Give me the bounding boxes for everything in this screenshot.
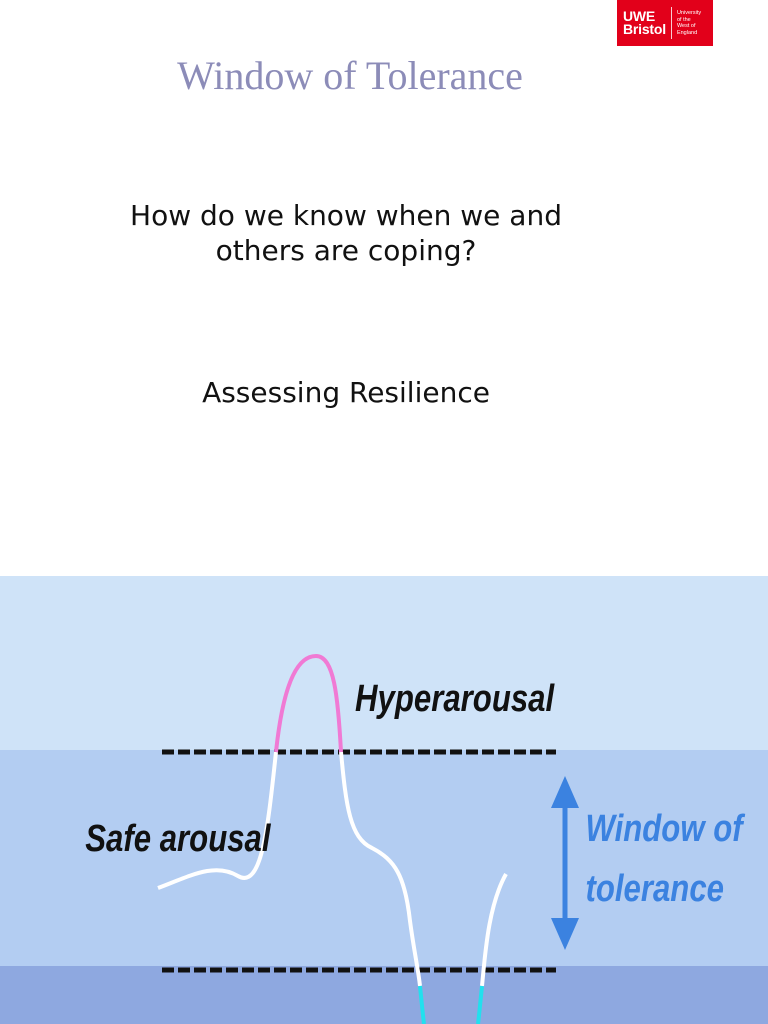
logo-main-text	[623, 10, 666, 36]
logo-sub-line2: of the	[676, 16, 691, 23]
diagram-svg	[0, 576, 768, 1024]
question-line-1: How do we know when we and	[130, 199, 562, 232]
window-label-line-1: Window of	[585, 808, 743, 850]
logo-sub-text	[677, 10, 701, 36]
hypoarousal-band	[0, 966, 768, 1024]
logo-main-line1: UWE	[623, 8, 656, 24]
logo-sub-line1: University	[676, 10, 702, 16]
question-text	[0, 198, 692, 268]
logo-divider	[671, 7, 672, 39]
window-label-line-2: tolerance	[585, 868, 724, 910]
uwe-bristol-logo	[617, 0, 713, 46]
hyperarousal-band	[0, 576, 768, 750]
logo-main-line2: Bristol	[623, 21, 666, 37]
subtitle-text: Assessing Resilience	[202, 376, 490, 409]
window-of-tolerance-diagram	[0, 576, 768, 1024]
hyperarousal-label: Hyperarousal	[355, 678, 555, 720]
slide-title: Window of Tolerance	[177, 53, 523, 98]
logo-sub-line4: England	[676, 29, 698, 36]
question-line-2: others are coping?	[215, 234, 477, 267]
safe-arousal-label: Safe arousal	[85, 818, 271, 860]
logo-sub-line3: West of	[676, 23, 696, 29]
